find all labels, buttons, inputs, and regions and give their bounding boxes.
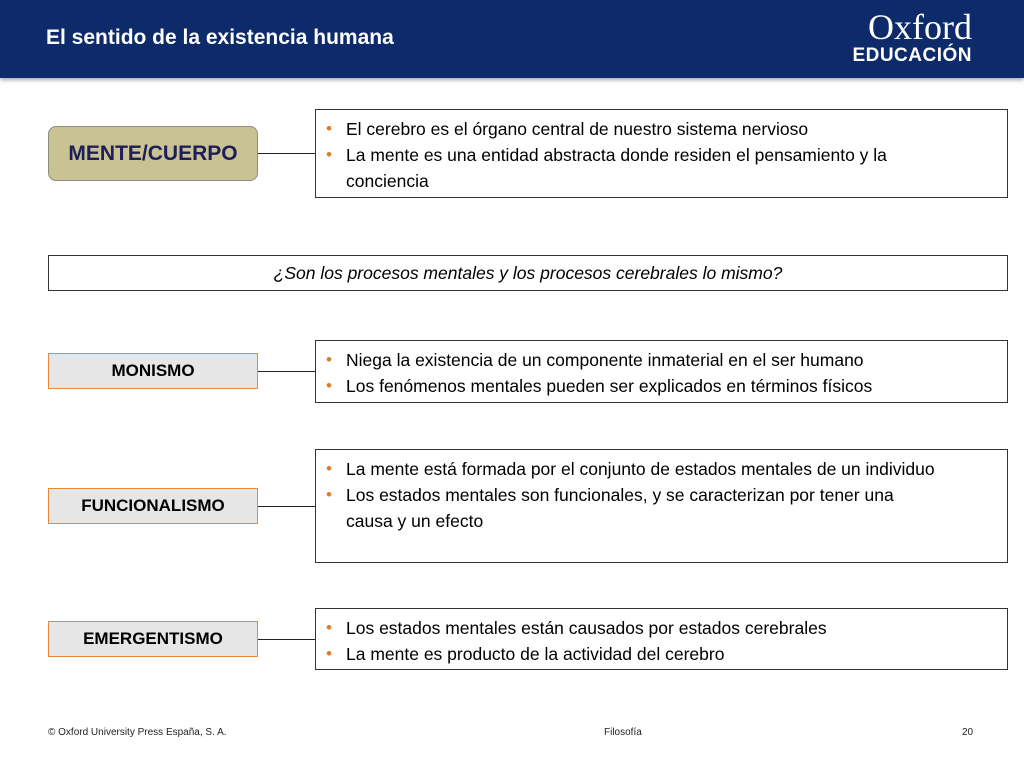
main-topic-box xyxy=(315,109,1008,198)
footer-page-number: 20 xyxy=(962,727,974,738)
connector-line xyxy=(258,506,315,507)
bullet-item: • Los estados mentales están causados por estados cerebrales xyxy=(324,615,997,641)
header-bar xyxy=(0,0,1024,78)
page-title: El sentido de la existencia humana xyxy=(46,26,394,49)
connector-line xyxy=(258,371,315,372)
question-box: ¿Son los procesos mentales y los procesos cerebrales lo mismo? xyxy=(48,255,1008,291)
bullet-item: • La mente es una entidad abstracta donde residen el pensamiento y la conciencia xyxy=(324,142,926,194)
theory-box-funcionalismo xyxy=(315,449,1008,563)
bullet-item: • Los estados mentales son funcionales, y se caracterizan por tener una causa y un efecto xyxy=(324,482,926,534)
theory-box-emergentismo xyxy=(315,608,1008,670)
bullet-item: • Los fenómenos mentales pueden ser explicados en términos físicos xyxy=(324,373,997,399)
bullet-item: • Niega la existencia de un componente inmaterial en el ser humano xyxy=(324,347,997,373)
bullet-item: • La mente es producto de la actividad del cerebro xyxy=(324,641,997,667)
main-topic-label: MENTE/CUERPO xyxy=(48,126,258,181)
theory-label-funcionalismo: FUNCIONALISMO xyxy=(48,488,258,524)
bullet-item: • La mente está formada por el conjunto de estados mentales de un individuo xyxy=(324,456,936,482)
footer-copyright: © Oxford University Press España, S. A. xyxy=(48,727,227,738)
bullet-item: • El cerebro es el órgano central de nuestro sistema nervioso xyxy=(324,116,997,142)
educacion-logo: EDUCACIÓN xyxy=(852,45,972,66)
theory-box-monismo xyxy=(315,340,1008,403)
theory-label-emergentismo: EMERGENTISMO xyxy=(48,621,258,657)
footer-subject: Filosofía xyxy=(604,727,642,738)
connector-line xyxy=(258,639,315,640)
connector-line xyxy=(258,153,315,154)
oxford-logo: Oxford xyxy=(868,7,972,47)
theory-label-monismo: MONISMO xyxy=(48,353,258,389)
